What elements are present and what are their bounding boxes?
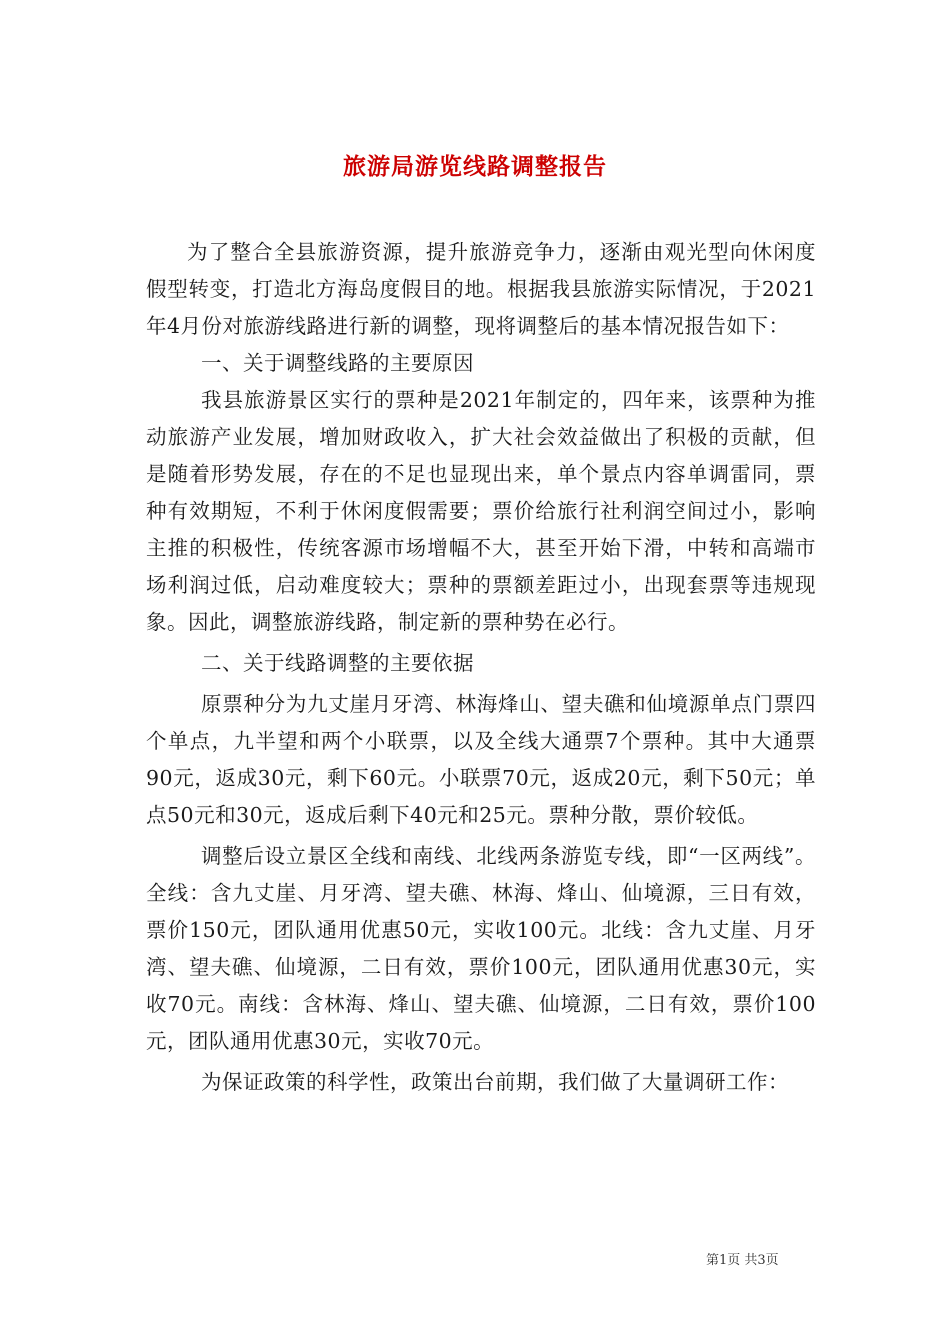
document-title: 旅游局游览线路调整报告 (343, 153, 607, 181)
paragraph-adjusted-tickets: 调整后设立景区全线和南线、北线两条游览专线，即“一区两线”。全线：含九丈崖、月牙湾、望夫礁、林海、烽山、仙境源，三日有效，票价150元，团队通用优惠50元，实收100元。北线：含九丈崖、月牙湾、望夫礁、仙境源，二日有效，票价100元，团队通用优惠30元，实收70元。南线：含林海、烽山、望夫礁、仙境源，二日有效，票价100元，团队通用优惠30元，实收70元。 (146, 844, 816, 1053)
document-body (146, 234, 816, 1101)
page-number: 第1页 共3页 (706, 1253, 779, 1268)
paragraph-reasons: 我县旅游景区实行的票种是2021年制定的，四年来，该票种为推动旅游产业发展，增加财政收入，扩大社会效益做出了积极的贡献，但是随着形势发展，存在的不足也显现出来，单个景点内容单调雷同，票种有效期短，不利于休闲度假需要；票价给旅行社利润空间过小，影响主推的积极性，传统客源市场增幅不大，甚至开始下滑，中转和高端市场利润过低，启动难度较大；票种的票额差距过小，出现套票等违规现象。因此，调整旅游线路，制定新的票种势在必行。 (146, 388, 816, 634)
section-heading-reasons: 一、关于调整线路的主要原因 (201, 351, 474, 375)
paragraph-research: 为保证政策的科学性，政策出台前期，我们做了大量调研工作： (201, 1070, 789, 1094)
section-heading-basis: 二、关于线路调整的主要依据 (201, 651, 474, 675)
paragraph-intro: 为了整合全县旅游资源，提升旅游竞争力，逐渐由观光型向休闲度假型转变，打造北方海岛度假目的地。根据我县旅游实际情况，于2021年4月份对旅游线路进行新的调整，现将调整后的基本情况报告如下： (146, 240, 816, 338)
paragraph-original-tickets: 原票种分为九丈崖月牙湾、林海烽山、望夫礁和仙境源单点门票四个单点，九半望和两个小联票，以及全线大通票7个票种。其中大通票90元，返成30元，剩下60元。小联票70元，返成20元，剩下50元；单点50元和30元，返成后剩下40元和25元。票种分散，票价较低。 (146, 692, 816, 827)
